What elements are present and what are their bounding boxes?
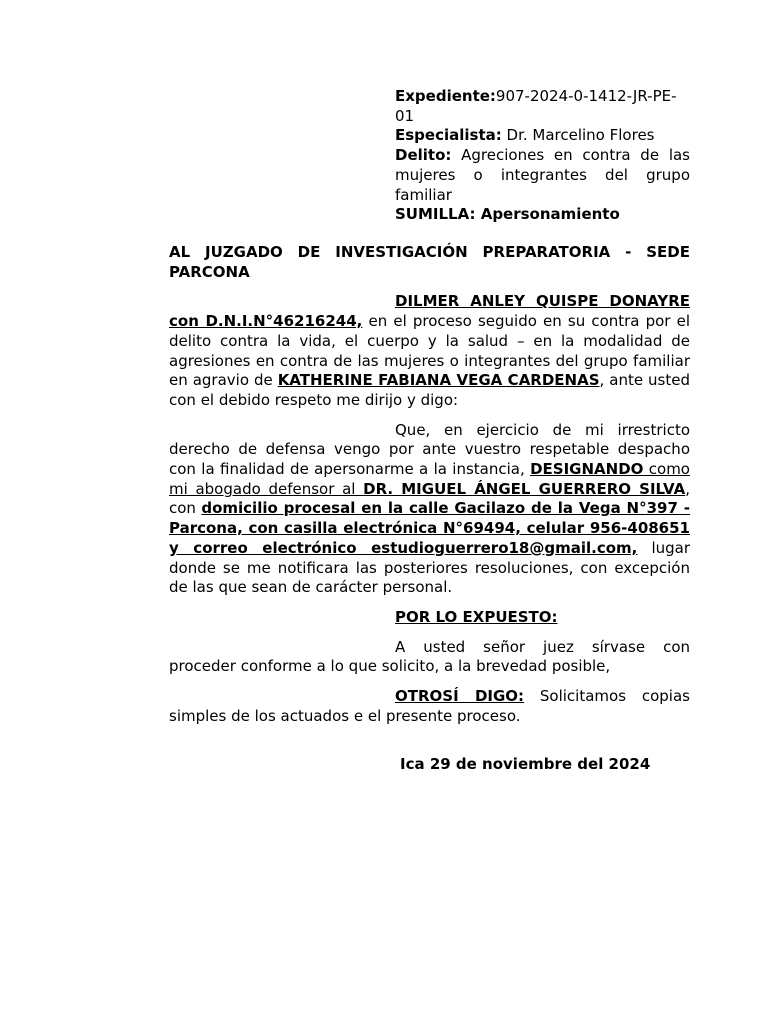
especialista-line	[395, 126, 690, 146]
especialista-value: Dr. Marcelino Flores	[501, 126, 655, 145]
delito-label: Delito:	[395, 146, 452, 165]
document-date: Ica 29 de noviembre del 2024	[400, 755, 651, 773]
sumilla: SUMILLA: Apersonamiento	[395, 205, 620, 224]
defense-paragraph	[169, 421, 690, 598]
addressee: AL JUZGADO DE INVESTIGACIÓN PREPARATORIA - SEDE PARCONA	[169, 243, 690, 281]
intro-paragraph	[169, 292, 690, 410]
intro-text-2: , ante usted con el debido respeto me dirijo y digo:	[169, 371, 690, 409]
defense-text-3: , con	[169, 479, 690, 518]
case-header	[395, 87, 690, 225]
expuesto: POR LO EXPUESTO:	[395, 607, 558, 626]
victim-name: KATHERINE FABIANA VEGA CARDENAS	[277, 371, 600, 390]
request-paragraph	[169, 638, 690, 677]
sumilla-line	[395, 205, 690, 225]
expediente-label: Expediente:	[395, 87, 496, 105]
delito-line	[395, 146, 690, 205]
designando: DESIGNANDO	[530, 460, 644, 479]
defense-text-4: lugar donde se me notificara las posteriores resoluciones, con excepción de las que sean de carácter personal.	[169, 538, 691, 597]
domicilio: domicilio procesal en la calle Gacilazo de la Vega N°397 - Parcona, con casilla electrónica N°69494, celular 956-408651 y correo electrónico estudioguerrero18@gmail.com,	[169, 499, 690, 557]
lawyer-name: DR. MIGUEL ÁNGEL GUERRERO SILVA	[363, 479, 686, 498]
defense-text-1: Que, en ejercicio de mi irrestricto derecho de defensa vengo por ante vuestro respetable despacho con la finalidad de apersonarme a la instancia,	[169, 420, 690, 479]
otrosi-paragraph	[169, 687, 690, 726]
expediente-line	[395, 87, 690, 126]
otrosi-label: OTROSÍ DIGO:	[395, 687, 525, 706]
request-text: A usted señor juez sírvase con proceder conforme a lo que solicito, a la brevedad posible,	[169, 637, 690, 676]
defense-text-2: como mi abogado defensor al	[169, 460, 690, 498]
expediente-value: 907-2024-0-1412-JR-PE-01	[395, 87, 677, 125]
expuesto-line	[169, 608, 690, 628]
document-body	[169, 243, 690, 726]
otrosi-text: Solicitamos copias simples de los actuados e el presente proceso.	[169, 687, 690, 725]
delito-value: Agreciones en contra de las mujeres o integrantes del grupo familiar	[395, 146, 690, 204]
intro-text-1: en el proceso seguido en su contra por el delito contra la vida, el cuerpo y la salud – en la modalidad de agresiones en contra de las mujeres o integrantes del grupo familiar en agravio de	[169, 312, 690, 390]
especialista-label: Especialista:	[395, 126, 502, 145]
petitioner-name: DILMER ANLEY QUISPE DONAYRE con D.N.I.N°46216244,	[169, 292, 690, 331]
